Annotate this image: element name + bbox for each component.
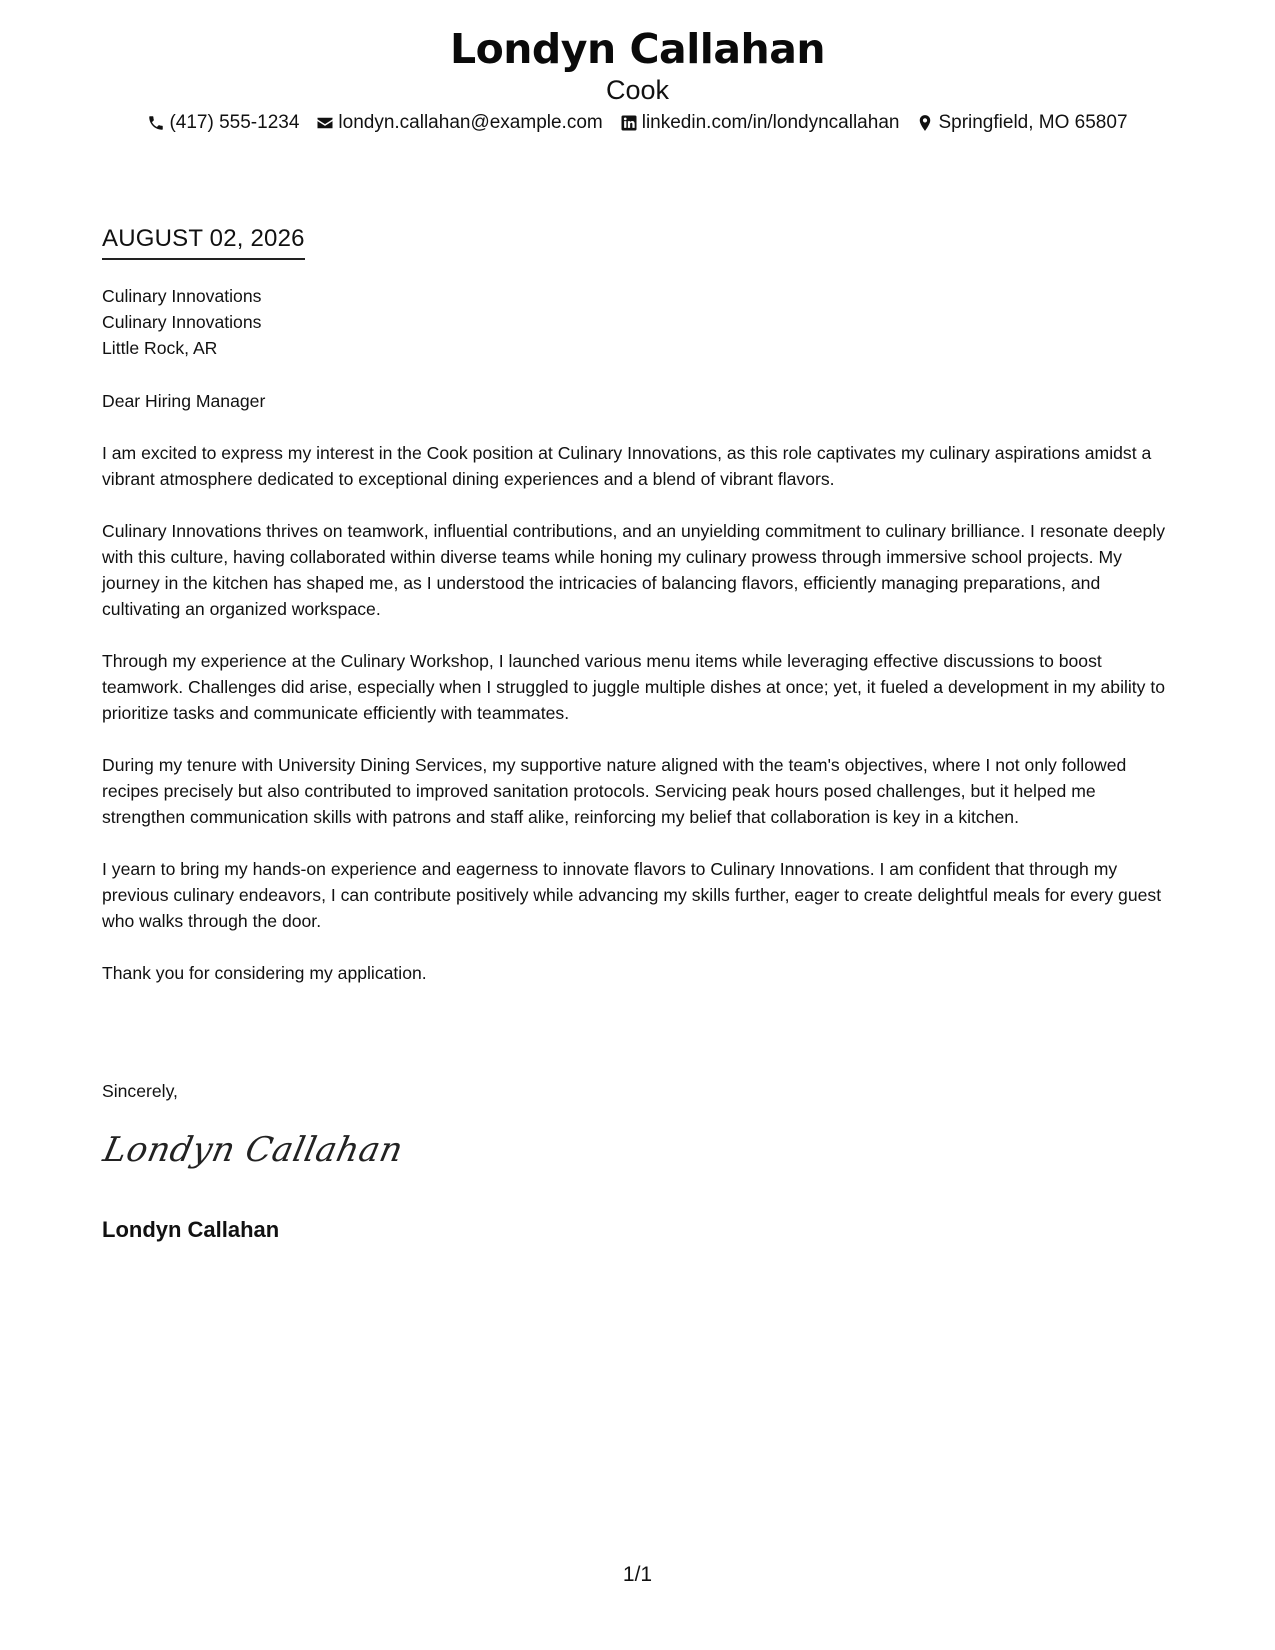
body-paragraph: I yearn to bring my hands-on experience and eagerness to innovate flavors to Culinary Innovations. I am confident that through my previous culinary endeavors, I can contribute positively while advancing my skills further, eager to create delightful meals for every guest who walks through the door. [102,859,1162,931]
contact-location [916,111,1127,135]
body-paragraph: Through my experience at the Culinary Workshop, I launched various menu items while leveraging effective discussions to boost teamwork. Challenges did arise, especially when I struggled to juggle multiple dishes at once; yet, it fueled a development in my ability to prioritize tasks and communicate efficiently with teammates. [102,651,1166,723]
body-paragraph: Culinary Innovations thrives on teamwork, influential contributions, and an unyielding commitment to culinary brilliance. I resonate deeply with this culture, having collaborated within diverse teams while honing my culinary prowess through immersive school projects. My journey in the kitchen has shaped me, as I understood the intricacies of balancing flavors, efficiently managing preparations, and cultivating an organized workspace. [102,521,1166,619]
letter-header [0,24,1275,106]
location-text: Springfield, MO 65807 [938,112,1128,133]
applicant-name: Londyn Callahan [449,25,826,73]
recipient-line: Little Rock, AR [102,338,218,358]
phone-icon [147,114,165,132]
email-text: londyn.callahan@example.com [338,112,603,133]
letter-date: AUGUST 02, 2026 [102,224,305,260]
contact-email [316,111,602,135]
map-pin-icon [916,114,934,132]
closing-line: Thank you for considering my application. [102,963,427,983]
page-number: 1/1 [622,1563,653,1586]
handwritten-signature: Londyn Callahan [99,1130,407,1170]
applicant-role: Cook [605,75,670,105]
contact-phone [147,111,299,135]
signed-name: Londyn Callahan [102,1217,280,1242]
envelope-icon [316,114,334,132]
signoff: Sincerely, [102,1081,178,1101]
recipient-line: Culinary Innovations [102,312,262,332]
linkedin-text: linkedin.com/in/londyncallahan [641,112,900,133]
body-paragraph: During my tenure with University Dining Services, my supportive nature aligned with the team's objectives, where I not only followed recipes precisely but also contributed to improved sanitation protocols. Servicing peak hours posed challenges, but it helped me strengthen communication skills with patrons and staff alike, reinforcing my belief that collaboration is key in a kitchen. [102,755,1127,827]
contact-bar [0,111,1275,135]
letter-body [102,283,1177,986]
recipient-line: Culinary Innovations [102,286,262,306]
recipient-block [102,283,1177,361]
contact-linkedin [620,111,900,135]
salutation: Dear Hiring Manager [102,391,266,411]
linkedin-icon [620,114,638,132]
body-paragraph: I am excited to express my interest in the Cook position at Culinary Innovations, as this role captivates my culinary aspirations amidst a vibrant atmosphere dedicated to exceptional dining experiences and a blend of vibrant flavors. [102,443,1152,489]
phone-text: (417) 555-1234 [169,112,300,133]
